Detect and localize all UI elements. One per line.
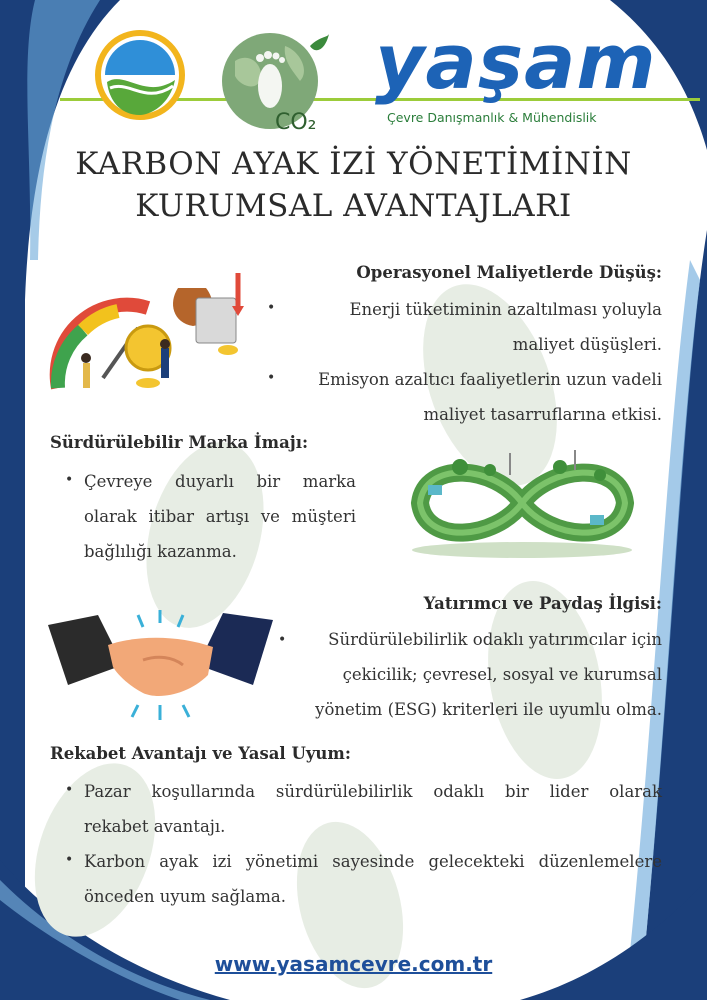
text-line: maliyet düşüşleri.	[512, 335, 662, 354]
text-line: Pazar koşullarında sürdürülebilirlik odaklı bir lider olarak	[84, 782, 662, 801]
competitive-item-2	[84, 844, 662, 914]
text-line: rekabet avantajı.	[84, 817, 226, 836]
title-line-1: KARBON AYAK İZİ YÖNETİMİNİN	[75, 146, 632, 182]
operational-item-2	[282, 362, 662, 432]
text-line: Enerji tüketiminin azaltılması yoluyla	[349, 300, 662, 319]
bullet-dot: •	[65, 472, 74, 488]
cost-gauge-illustration-icon	[48, 268, 258, 393]
text-line: Sürdürülebilirlik odaklı yatırımcılar için	[328, 630, 662, 649]
bullet-dot: •	[65, 782, 74, 798]
operational-item-1	[282, 292, 662, 362]
sun-leaf-logo-icon	[95, 30, 185, 120]
page-title	[0, 143, 707, 227]
investor-item-1	[282, 622, 662, 727]
brand-subtitle: Çevre Danışmanlık & Mühendislik	[387, 110, 597, 125]
text-line: maliyet tasarruflarına etkisi.	[423, 405, 662, 424]
section-heading-operational: Operasyonel Maliyetlerde Düşüş:	[356, 263, 662, 282]
text-line: olarak itibar artışı ve müşteri	[84, 507, 356, 526]
brand-logo	[375, 17, 665, 133]
text-line: bağlılığı kazanma.	[84, 542, 237, 561]
text-line: Emisyon azaltıcı faaliyetlerin uzun vadeli	[318, 370, 662, 389]
section-heading-brand-image: Sürdürülebilir Marka İmajı:	[50, 433, 309, 452]
text-line: yönetim (ESG) kriterleri ile uyumlu olma.	[315, 700, 662, 719]
handshake-illustration-icon	[48, 605, 273, 725]
website-link[interactable]: www.yasamcevre.com.tr	[214, 952, 493, 976]
earth-footprint-icon	[215, 26, 330, 136]
section-heading-investor: Yatırımcı ve Paydaş İlgisi:	[423, 594, 662, 613]
competitive-item-1	[84, 774, 662, 844]
section-heading-competitive: Rekabet Avantajı ve Yasal Uyum:	[50, 744, 351, 763]
text-line: çekicilik; çevresel, sosyal ve kurumsal	[342, 665, 662, 684]
bullet-dot: •	[267, 300, 276, 316]
green-infinity-illustration-icon	[400, 445, 645, 560]
brand-name: yaşam	[375, 17, 657, 106]
co2-label: CO₂	[275, 110, 317, 135]
brand-image-item-1	[84, 464, 356, 569]
text-line: önceden uyum sağlama.	[84, 887, 286, 906]
text-line: Çevreye duyarlı bir marka	[84, 472, 356, 491]
title-line-2: KURUMSAL AVANTAJLARI	[135, 188, 572, 224]
bullet-dot: •	[267, 370, 276, 386]
bullet-dot: •	[278, 632, 287, 648]
text-line: Karbon ayak izi yönetimi sayesinde gelecekteki düzenlemelere	[84, 852, 662, 871]
bullet-dot: •	[65, 852, 74, 868]
